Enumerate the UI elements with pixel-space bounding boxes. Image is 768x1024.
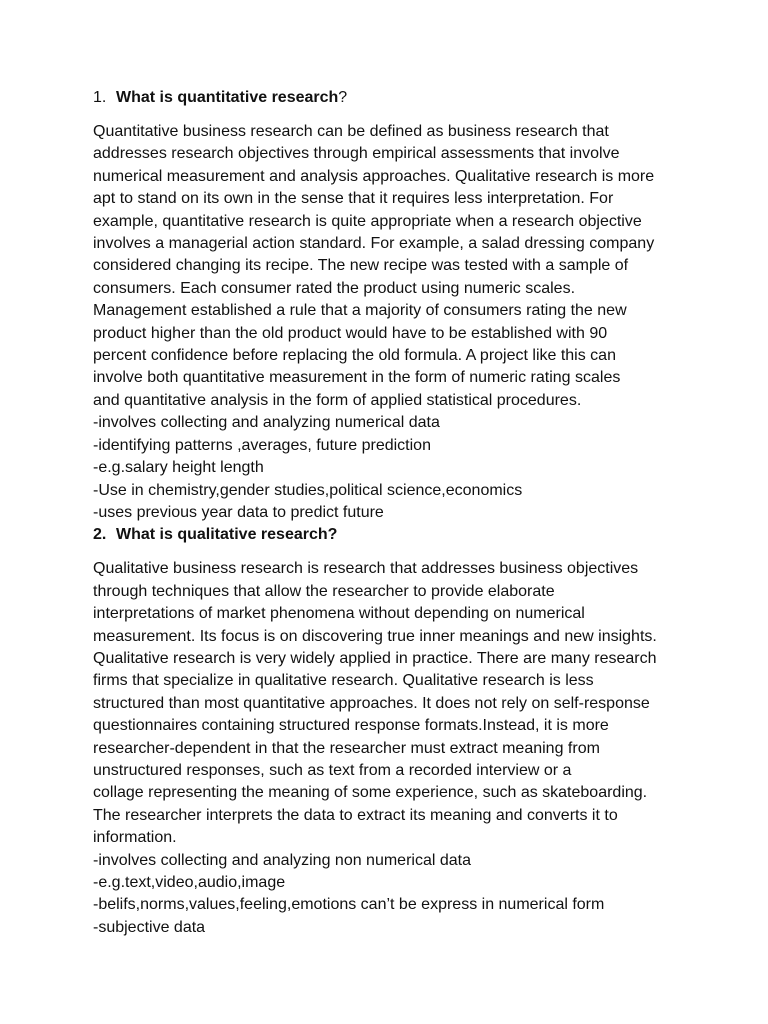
paragraph-line: numerical measurement and analysis approaches. Qualitative research is more xyxy=(93,167,655,185)
paragraph-line: Quantitative business research can be defined as business research that xyxy=(93,123,609,140)
paragraph-line: percent confidence before replacing the old formula. A project like this can xyxy=(93,347,616,365)
paragraph-line: structured than most quantitative approaches. It does not rely on self-response xyxy=(93,694,650,712)
list-item: -e.g.text,video,audio,image xyxy=(93,874,286,891)
paragraph-line: The researcher interprets the data to extract its meaning and converts it to xyxy=(93,806,618,824)
section-2-title: What is qualitative research? xyxy=(116,526,338,544)
section-1-title: What is quantitative research xyxy=(116,89,339,106)
section-1-heading xyxy=(93,87,683,111)
paragraph-line: unstructured responses, such as text from a recorded interview or a xyxy=(93,761,572,779)
paragraph-line: involve both quantitative measurement in the form of numeric rating scales xyxy=(93,369,621,387)
paragraph-line: questionnaires containing structured response formats.Instead, it is more xyxy=(93,717,609,735)
paragraph-line: researcher-dependent in that the researcher must extract meaning from xyxy=(93,739,600,757)
paragraph-line: measurement. Its focus is on discovering true inner meanings and new insights. xyxy=(93,627,657,645)
section-2-bullets xyxy=(93,850,683,940)
list-item: -belifs,norms,values,feeling,emotions can’t be express in numerical form xyxy=(93,896,605,914)
paragraph-line: product higher than the old product would have to be established with 90 xyxy=(93,324,608,342)
paragraph-line: Qualitative business research is research that addresses business objectives xyxy=(93,560,639,578)
section-1-bullets xyxy=(93,412,683,524)
section-1-paragraph xyxy=(93,121,683,412)
section-2-number: 2. xyxy=(93,526,107,544)
list-item: -involves collecting and analyzing non numerical data xyxy=(93,851,471,869)
list-item: -involves collecting and analyzing numerical data xyxy=(93,414,440,432)
paragraph-line: through techniques that allow the researcher to provide elaborate xyxy=(93,582,555,600)
paragraph-line: information. xyxy=(93,829,177,847)
paragraph-line: Qualitative research is very widely applied in practice. There are many research xyxy=(93,649,657,667)
list-item: -subjective data xyxy=(93,918,206,936)
section-2-heading xyxy=(93,524,683,548)
paragraph-line: considered changing its recipe. The new recipe was tested with a sample of xyxy=(93,257,629,275)
list-item: -e.g.salary height length xyxy=(93,459,264,477)
paragraph-line: addresses research objectives through empirical assessments that involve xyxy=(93,145,620,163)
section-1-number: 1. xyxy=(93,89,107,106)
paragraph-line: apt to stand on its own in the sense that it requires less interpretation. For xyxy=(93,190,614,208)
paragraph-line: interpretations of market phenomena without depending on numerical xyxy=(93,605,585,623)
paragraph-line: Management established a rule that a majority of consumers rating the new xyxy=(93,302,627,320)
paragraph-line: involves a managerial action standard. For example, a salad dressing company xyxy=(93,235,655,253)
section-2-paragraph xyxy=(93,558,683,849)
section-1-title-suffix: ? xyxy=(338,89,348,106)
paragraph-line: firms that specialize in qualitative research. Qualitative research is less xyxy=(93,672,594,690)
document-page xyxy=(93,87,683,939)
paragraph-line: consumers. Each consumer rated the product using numeric scales. xyxy=(93,279,576,297)
list-item: -identifying patterns ,averages, future prediction xyxy=(93,436,431,454)
paragraph-line: and quantitative analysis in the form of applied statistical procedures. xyxy=(93,391,582,409)
paragraph-line: example, quantitative research is quite appropriate when a research objective xyxy=(93,212,642,230)
list-item: -Use in chemistry,gender studies,political science,economics xyxy=(93,481,523,499)
paragraph-line: collage representing the meaning of some experience, such as skateboarding. xyxy=(93,784,648,802)
list-item: -uses previous year data to predict future xyxy=(93,503,384,521)
